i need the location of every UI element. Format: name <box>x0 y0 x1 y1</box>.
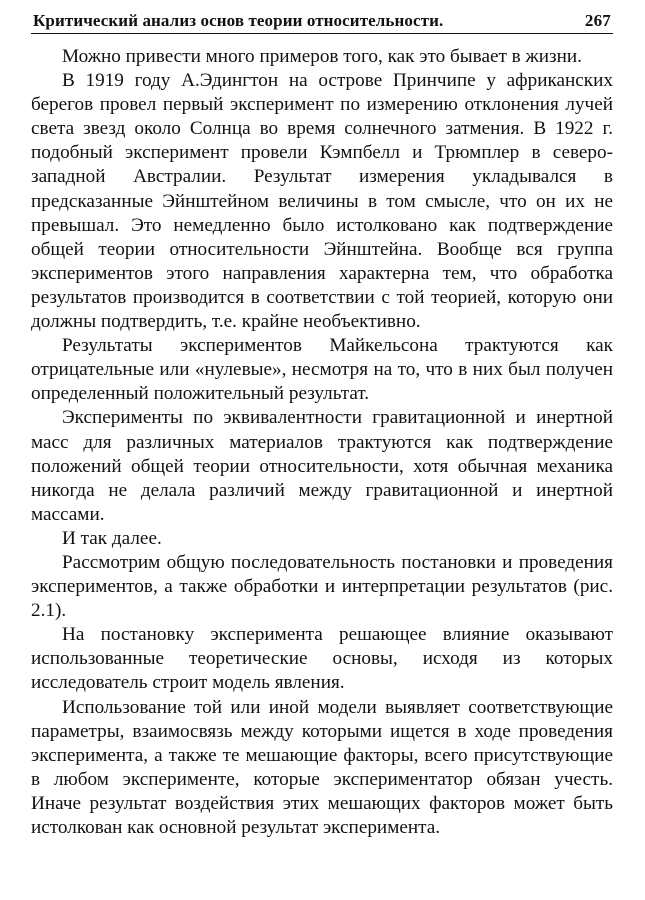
book-page <box>31 10 613 840</box>
paragraph: Эксперименты по эквивалентности гравитационной и инертной масс для различных материалов трактуются как подтверждение положений общей теории относительности, хотя обычная механика никогда не делала различий между гравитационной и инертной массами. <box>31 407 613 525</box>
paragraph: И так далее. <box>62 527 162 549</box>
paragraph: Использование той или иной модели выявляет соответствующие параметры, взаимосвязь между которыми ищется в ходе проведения эксперимента, а также те мешающие факторы, всего присутствующие в любом эксперименте, которые экспериментатор обязан учесть. Иначе результат воздействия этих мешающих факторов может быть истолкован как основной результат эксперимента. <box>31 696 613 838</box>
running-header <box>31 10 613 34</box>
paragraph: Рассмотрим общую последовательность постановки и проведения экспериментов, а также обработки и интерпретации результатов (рис. 2.1). <box>31 551 613 622</box>
paragraph: На постановку эксперимента решающее влияние оказывают использованные теоретические основы, исходя из которых исследователь строит модель явления. <box>31 624 613 694</box>
running-title: Критический анализ основ теории относительности. <box>33 11 444 30</box>
paragraph: Можно привести много примеров того, как это бывает в жизни. <box>62 46 582 67</box>
body-text <box>31 45 613 840</box>
paragraph: Результаты экспериментов Майкельсона трактуются как отрицательные или «нулевые», несмотря на то, что в них был получен определенный положительный результат. <box>31 335 613 405</box>
page-number: 267 <box>584 11 611 30</box>
paragraph: В 1919 году А.Эдингтон на острове Принчипе у африканских берегов провел первый эксперимент по измерению отклонения лучей света звезд около Солнца во время солнечного затмения. В 1922 г. подобный эксперимент провели Кэмпбелл и Трюмплер в северо-западной Австралии. Результат измерения укладывался в предсказанные Эйнштейном величины в том смысле, что он их не превышал. Это немедленно было истолковано как подтверждение общей теории относительности Эйнштейна. Вообще вся группа экспериментов этого направления характерна тем, что обработка результатов производится в соответствии с той теорией, которую они должны подтвердить, т.е. крайне необъективно. <box>31 70 613 333</box>
